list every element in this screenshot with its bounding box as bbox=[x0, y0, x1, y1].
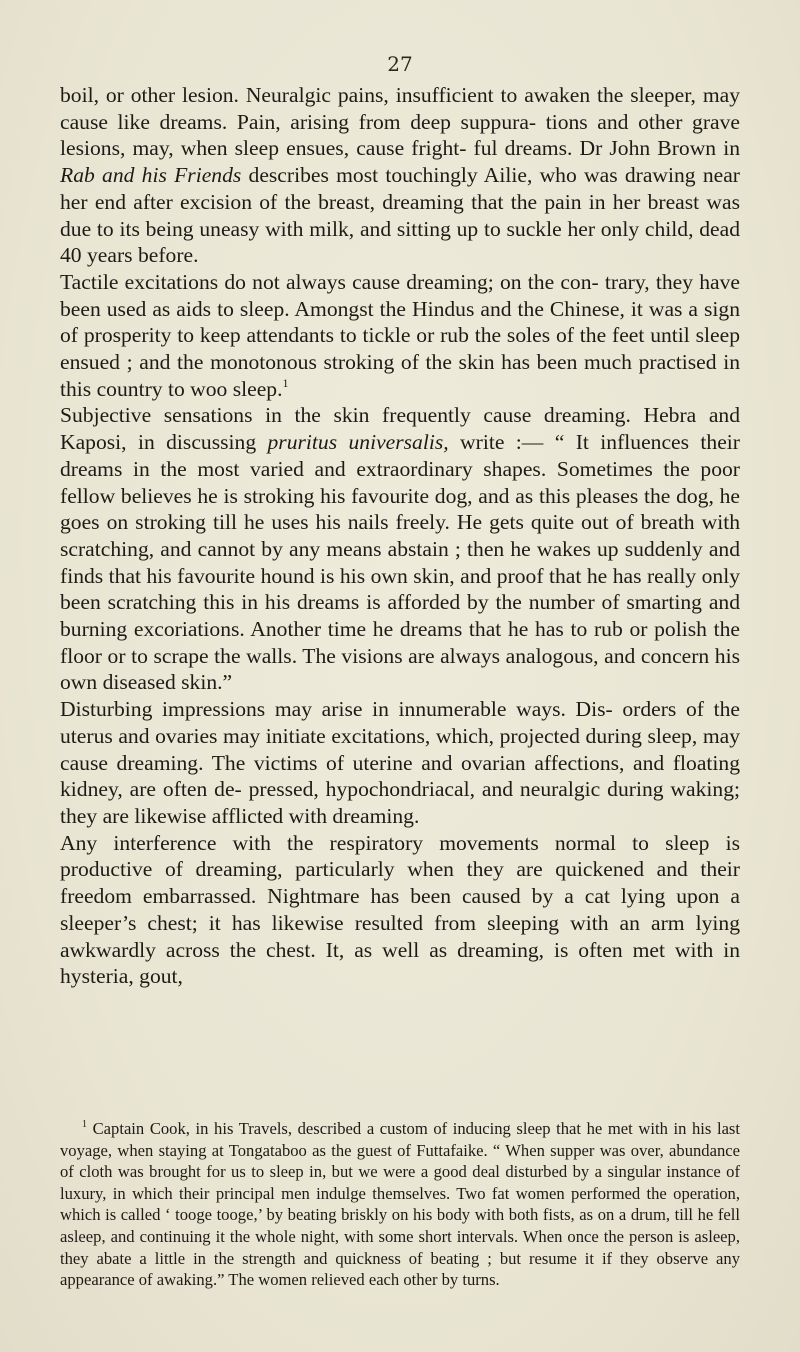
text-segment: write :— “ It influences their dreams in the most varied and extraordinary shapes. Sometimes the poor fellow believes he is stroking his favourite dog, and as this pleases the dog, he goes on stroking till he uses his nails freely. He gets quite out of breath with scratching, and cannot by any means abstain ; then he wakes up suddenly and finds that his favourite hound is his own skin, and proof that he has really only been scratching this in his dreams is afforded by the number of smarting and burning excoriations. Another time he dreams that he has to rub or polish the floor or to scrape the walls. The visions are always analogous, and concern his own diseased skin.” bbox=[60, 430, 740, 695]
paragraph bbox=[60, 402, 740, 696]
footnote-number: 1 bbox=[82, 1119, 87, 1130]
text-segment: describes most touchingly Ailie, who was drawing near her end after excision of the breast, dreaming that the pain in her breast was due to its being uneasy with milk, and sitting up to suckle her only child, dead 40 years before. bbox=[60, 163, 740, 268]
paragraph bbox=[60, 830, 740, 990]
text-segment: Subjective sensations in the skin frequently cause dreaming. Hebra and Kaposi, in discussing bbox=[60, 403, 740, 455]
italic-title: Rab and his Friends bbox=[60, 163, 242, 188]
paragraph bbox=[60, 696, 740, 830]
text-segment: Disturbing impressions may arise in innumerable ways. Dis- orders of the uterus and ovaries may initiate excitations, which, projected during sleep, may cause dreaming. The victims of uterine and ovarian affections, and floating kidney, are often de- pressed, hypochondriacal, and neuralgic during waking; they are likewise afflicted with dreaming. bbox=[60, 697, 740, 828]
footnote-marker: 1 bbox=[282, 375, 289, 390]
page-number: 27 bbox=[387, 52, 413, 76]
paragraph bbox=[60, 82, 740, 269]
footnote bbox=[60, 1118, 740, 1291]
footnote-text: Captain Cook, in his Travels, described a custom of inducing sleep that he met with in his last voyage, when staying at Tongataboo as the guest of Futtafaike. “ When supper was over, abundance of cloth was brought for us to sleep in, but we were a good deal disturbed by a singular instance of luxury, in which their principal men indulge themselves. Two fat women performed the operation, which is called ‘ tooge tooge,’ by beating briskly on his body with both fists, as on a drum, till he fell asleep, and continuing it the whole night, with some short intervals. When once the person is asleep, they abate a little in the strength and quickness of beating ; but resume it if they observe any appearance of awaking.” The women relieved each other by turns. bbox=[60, 1119, 740, 1290]
text-segment: Any interference with the respiratory movements normal to sleep is productive of dreaming, particularly when they are quickened and their freedom embarrassed. Nightmare has been caused by a cat lying upon a sleeper’s chest; it has likewise resulted from sleeping with an arm lying awkwardly across the chest. It, as well as dreaming, is often met with in hysteria, gout, bbox=[60, 830, 740, 989]
text-segment: boil, or other lesion. Neuralgic pains, insufficient to awaken the sleeper, may cause like dreams. Pain, arising from deep suppura- tions and other grave lesions, may, when sleep ensues, cause fright- ful dreams. Dr John Brown in bbox=[60, 83, 740, 161]
main-text bbox=[60, 82, 740, 990]
text-segment: Tactile excitations do not always cause dreaming; on the con- trary, they have been used as aids to sleep. Amongst the Hindus and the Chinese, it was a sign of prosperity to keep attendants to tickle or rub the soles of the feet until sleep ensued ; and the monotonous stroking of the skin has been much practised in this country to woo sleep. bbox=[60, 269, 740, 401]
paragraph bbox=[60, 269, 740, 403]
italic-term: pruritus universalis, bbox=[267, 430, 449, 455]
